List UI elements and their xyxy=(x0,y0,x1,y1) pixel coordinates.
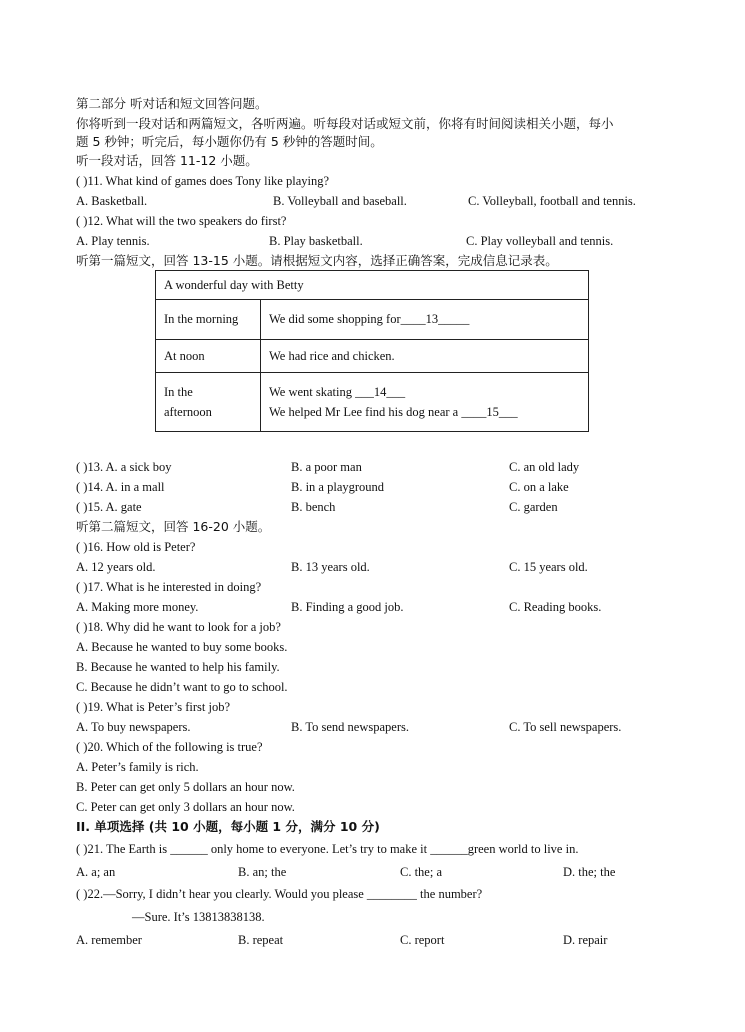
q16-stem: ( )16. How old is Peter? xyxy=(76,540,196,554)
q12-option-b: B. Play basketball. xyxy=(269,234,363,248)
q18-option-b: B. Because he wanted to help his family. xyxy=(76,660,280,674)
q20-option-b: B. Peter can get only 5 dollars an hour now. xyxy=(76,780,295,794)
q15-option-b: B. bench xyxy=(291,500,336,514)
q21-option-a: A. a; an xyxy=(76,865,116,879)
q17-stem: ( )17. What is he interested in doing? xyxy=(76,580,262,594)
q18-option-c: C. Because he didn’t want to go to school. xyxy=(76,680,288,694)
q12-option-a: A. Play tennis. xyxy=(76,234,150,248)
table-title: A wonderful day with Betty xyxy=(156,271,589,300)
q19-option-a: A. To buy newspapers. xyxy=(76,720,191,734)
q11-option-b: B. Volleyball and baseball. xyxy=(273,194,407,208)
table-event-afternoon xyxy=(261,373,589,432)
q21-option-b: B. an; the xyxy=(238,865,287,879)
q17-option-b: B. Finding a good job. xyxy=(291,600,404,614)
part2-heading: 第二部分 听对话和短文回答问题。 xyxy=(76,96,268,111)
section2-heading: II. 单项选择 (共 10 小题，每小题 1 分，满分 10 分) xyxy=(76,819,380,834)
q21-option-d: D. the; the xyxy=(563,865,616,879)
q22-option-b: B. repeat xyxy=(238,933,284,947)
q18-stem: ( )18. Why did he want to look for a job? xyxy=(76,620,281,634)
q14-option-b: B. in a playground xyxy=(291,480,385,494)
q11-option-c: C. Volleyball, football and tennis. xyxy=(468,194,636,208)
table-time-morning: In the morning xyxy=(156,300,261,340)
q21-stem: ( )21. The Earth is ______ only home to everyone. Let’s try to make it ______green world to live in. xyxy=(76,842,579,856)
q12-option-c: C. Play volleyball and tennis. xyxy=(466,234,614,248)
part2-instructions-line2: 题 5 秒钟；听完后，每小题你仍有 5 秒钟的答题时间。 xyxy=(76,134,383,149)
table-event-afternoon-line1: We went skating ___14___ xyxy=(269,385,406,399)
q17-option-a: A. Making more money. xyxy=(76,600,199,614)
table-time-afternoon-line2: afternoon xyxy=(164,405,212,419)
q11-option-a: A. Basketball. xyxy=(76,194,148,208)
q22-option-a: A. remember xyxy=(76,933,142,947)
q13-option-b: B. a poor man xyxy=(291,460,362,474)
q15-stem: ( )15. A. gate xyxy=(76,500,142,514)
q20-option-a: A. Peter’s family is rich. xyxy=(76,760,199,774)
q19-option-b: B. To send newspapers. xyxy=(291,720,409,734)
q14-option-c: C. on a lake xyxy=(509,480,569,494)
q17-option-c: C. Reading books. xyxy=(509,600,602,614)
table-time-afternoon xyxy=(156,373,261,432)
q20-stem: ( )20. Which of the following is true? xyxy=(76,740,263,754)
q22-reply: —Sure. It’s 13813838138. xyxy=(132,910,265,924)
passage2-intro: 听第二篇短文，回答 16-20 小题。 xyxy=(76,519,271,534)
table-event-noon: We had rice and chicken. xyxy=(261,340,589,373)
q15-option-c: C. garden xyxy=(509,500,558,514)
q18-option-a: A. Because he wanted to buy some books. xyxy=(76,640,288,654)
q12-stem: ( )12. What will the two speakers do first? xyxy=(76,214,287,228)
q14-stem: ( )14. A. in a mall xyxy=(76,480,165,494)
table-time-noon: At noon xyxy=(156,340,261,373)
dialogue-intro: 听一段对话，回答 11-12 小题。 xyxy=(76,153,258,168)
q22-option-c: C. report xyxy=(400,933,445,947)
table-event-morning: We did some shopping for____13_____ xyxy=(261,300,589,340)
q16-option-a: A. 12 years old. xyxy=(76,560,156,574)
q21-option-c: C. the; a xyxy=(400,865,443,879)
q20-option-c: C. Peter can get only 3 dollars an hour now. xyxy=(76,800,295,814)
info-record-table xyxy=(155,270,589,432)
q22-option-d: D. repair xyxy=(563,933,608,947)
q16-option-c: C. 15 years old. xyxy=(509,560,588,574)
table-event-afternoon-line2: We helped Mr Lee find his dog near a ____15___ xyxy=(269,405,518,419)
table-time-afternoon-line1: In the xyxy=(164,385,193,399)
q11-stem: ( )11. What kind of games does Tony like playing? xyxy=(76,174,330,188)
q16-option-b: B. 13 years old. xyxy=(291,560,370,574)
q19-option-c: C. To sell newspapers. xyxy=(509,720,622,734)
q13-stem: ( )13. A. a sick boy xyxy=(76,460,172,474)
passage1-intro: 听第一篇短文，回答 13-15 小题。请根据短文内容，选择正确答案，完成信息记录表。 xyxy=(76,253,558,268)
q19-stem: ( )19. What is Peter’s first job? xyxy=(76,700,231,714)
part2-instructions-line1: 你将听到一段对话和两篇短文，各听两遍。听每段对话或短文前，你将有时间阅读相关小题，每小 xyxy=(76,116,614,131)
q13-option-c: C. an old lady xyxy=(509,460,580,474)
q22-stem: ( )22.—Sorry, I didn’t hear you clearly. Would you please ________ the number? xyxy=(76,887,483,901)
